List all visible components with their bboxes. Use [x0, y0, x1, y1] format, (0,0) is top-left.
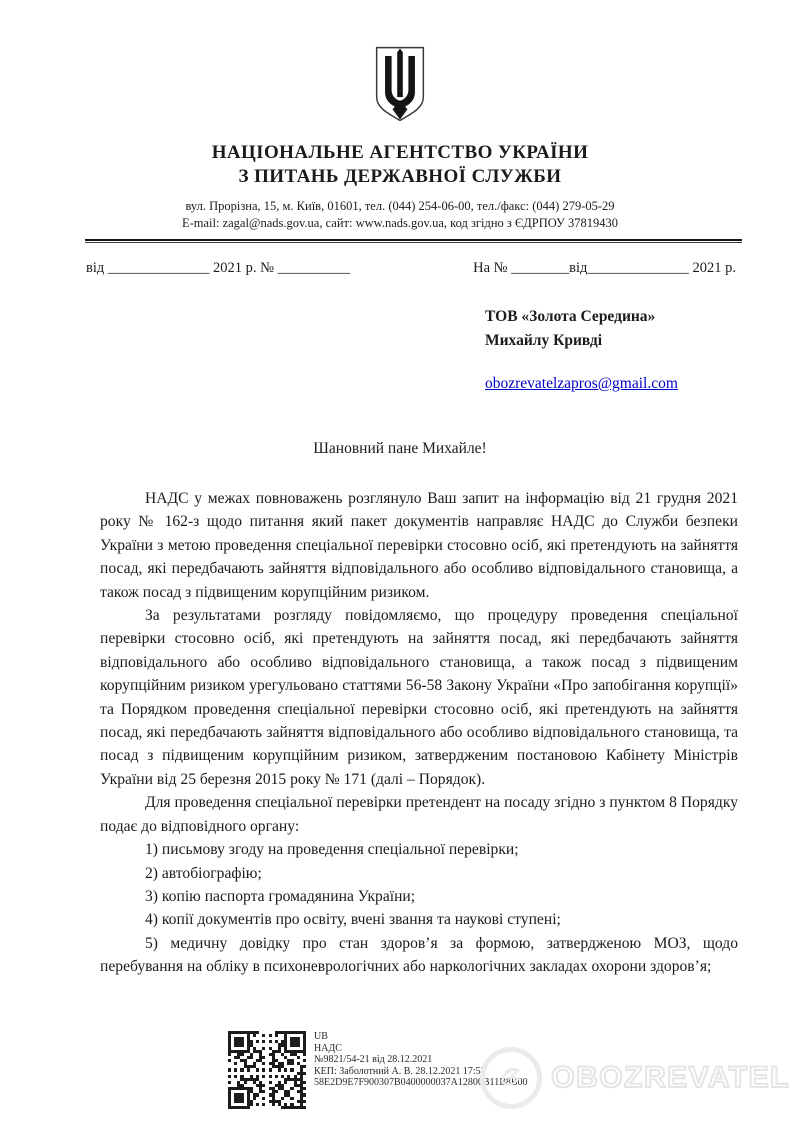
qr-code [228, 1031, 306, 1109]
recipient-company: ТОВ «Золота Середина» [485, 308, 656, 325]
org-address-line: вул. Прорізна, 15, м. Київ, 01601, тел. (044) 254-06-00, тел./факс: (044) 279-05-29 [185, 199, 615, 213]
ukraine-trident-emblem-icon [372, 44, 428, 129]
list-item-4: 4) копії документів про освіту, вчені звання та наукові ступені; [145, 911, 561, 929]
stamp-line-3: №9821/54-21 від 28.12.2021 [314, 1054, 433, 1066]
org-name-line1: НАЦІОНАЛЬНЕ АГЕНТСТВО УКРАЇНИ [211, 142, 589, 163]
body-paragraph-1: НАДС у межах повноважень розглянуло Ваш запит на інформацію від 21 грудня 2021 року № 162-з щодо питання який пакет документів направляє НАДС до Служби безпеки України з метою проведення спеціальної перевірки стосовно осіб, які претендують на зайняття посад, які передбачають зайняття відповідального або особливо відповідального становища, а також посад з підвищеним корупційним ризиком. [100, 490, 738, 601]
outgoing-ref-blank: від ______________ 2021 р. № __________ [86, 260, 351, 276]
recipient-block [485, 305, 800, 396]
list-item-1: 1) письмову згоду на проведення спеціальної перевірки; [145, 841, 519, 859]
letter-body [100, 487, 738, 979]
watermark [480, 1047, 790, 1109]
stamp-line-4: КЕП: Заболотний А. В. 28.12.2021 17:52 [314, 1065, 486, 1077]
org-contacts-line: E-mail: zagal@nads.gov.ua, сайт: www.nads.gov.ua, код згідно з ЄДРПОУ 37819430 [181, 216, 619, 230]
stamp-line-5: 58E2D9E7F900307B0400000037A12800B11B8B00 [314, 1077, 528, 1089]
list-item-5: 5) медичну довідку про стан здоров’я за формою, затвердженою МОЗ, щодо перебування на обліку в психоневрологічних або наркологічних закладах охорони здоров’я; [100, 934, 738, 976]
reference-row [86, 260, 736, 277]
salutation: Шановний пане Михайле! [313, 440, 487, 457]
stamp-line-1: UB [314, 1031, 328, 1042]
body-paragraph-2: За результатами розгляду повідомляємо, що процедуру проведення спеціальної перевірки стосовно осіб, які претендують на зайняття посад, які передбачають зайняття відповідального або особливо відповідального становища, а також посад з підвищеним корупційним ризиком урегульовано статтями 56-58 Закону України «Про запобігання корупції» та Порядком проведення спеціальної перевірки стосовно осіб, які претендують на зайняття посад, які передбачають зайняття відповідального або особливо відповідального становища, та посад з підвищеним корупційним ризиком, затвердженим постановою Кабінету Міністрів України від 25 березня 2015 року № 171 (далі – Порядок). [100, 607, 738, 788]
watermark-text: OBOZREVATEL [551, 1061, 790, 1094]
obozrevatel-logo-icon [480, 1047, 542, 1109]
recipient-person: Михайлу Кривді [485, 332, 603, 349]
list-item-2: 2) автобіографію; [145, 864, 262, 882]
letterhead [0, 0, 800, 232]
body-paragraph-3: Для проведення спеціальної перевірки претендент на посаду згідно з пунктом 8 Порядку подає до відповідного органу: [100, 794, 738, 835]
incoming-ref-blank: На № ________від______________ 2021 р. [473, 260, 736, 276]
letterhead-divider [85, 239, 742, 243]
list-item-3: 3) копію паспорта громадянина України; [145, 887, 416, 905]
org-name-line2: З ПИТАНЬ ДЕРЖАВНОЇ СЛУЖБИ [238, 166, 562, 187]
stamp-line-2: НАДС [314, 1042, 342, 1054]
recipient-email-link[interactable]: obozrevatelzapros@gmail.com [485, 375, 678, 392]
